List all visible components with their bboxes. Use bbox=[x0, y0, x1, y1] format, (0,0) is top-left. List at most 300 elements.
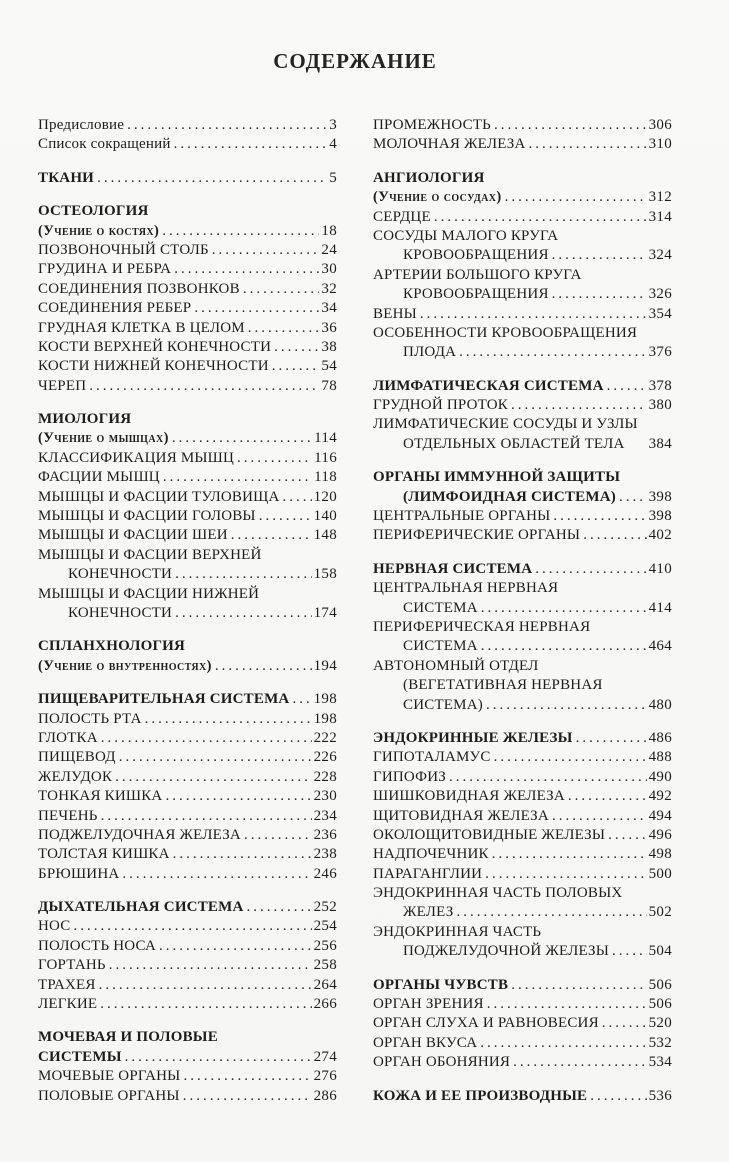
toc-entry bbox=[373, 507, 672, 526]
toc-entry bbox=[38, 865, 337, 884]
entry-label: ТОНКАЯ КИШКА bbox=[38, 788, 163, 805]
dot-leader bbox=[494, 116, 647, 135]
toc-entry bbox=[373, 135, 672, 154]
toc-entry-continuation bbox=[373, 923, 672, 942]
page-number: 30 bbox=[321, 261, 337, 278]
toc-entry bbox=[38, 1067, 337, 1086]
page-number: 120 bbox=[313, 488, 337, 505]
entry-label: ЦЕНТРАЛЬНЫЕ ОРГАНЫ bbox=[373, 508, 551, 525]
dot-leader bbox=[174, 260, 319, 279]
entry-label: СПЛАНХНОЛОГИЯ bbox=[38, 638, 186, 655]
entry-label: ОСОБЕННОСТИ КРОВООБРАЩЕНИЯ bbox=[373, 324, 638, 341]
dot-leader bbox=[492, 845, 647, 864]
dot-leader bbox=[122, 865, 311, 884]
toc-entry bbox=[38, 845, 337, 864]
dot-leader bbox=[456, 903, 646, 922]
toc-columns bbox=[38, 116, 672, 1106]
entry-label: СИСТЕМА) bbox=[403, 696, 483, 713]
page-number: 252 bbox=[313, 899, 337, 916]
entry-label: (Учение о сосудах) bbox=[373, 189, 502, 206]
entry-label: МЫШЦЫ И ФАСЦИИ ТУЛОВИЩА bbox=[38, 488, 280, 505]
page-number: 38 bbox=[321, 338, 337, 355]
page-number: 236 bbox=[313, 826, 337, 843]
page-number: 198 bbox=[313, 691, 337, 708]
entry-label: СЕРДЦЕ bbox=[373, 208, 431, 225]
entry-label: ПЛОДА bbox=[403, 344, 457, 361]
page-number: 496 bbox=[648, 826, 672, 843]
toc-entry bbox=[38, 565, 337, 584]
entry-label: ЧЕРЕП bbox=[38, 377, 87, 394]
section-gap bbox=[38, 1014, 337, 1028]
entry-label: (Учение о внутренностях) bbox=[38, 657, 212, 674]
dot-leader bbox=[272, 357, 320, 376]
entry-label: НОС bbox=[38, 918, 71, 935]
entry-label: ВЕНЫ bbox=[373, 305, 417, 322]
page-number: 464 bbox=[648, 638, 672, 655]
toc-entry-continuation bbox=[373, 579, 672, 598]
toc-entry bbox=[373, 826, 672, 845]
entry-label: АРТЕРИИ БОЛЬШОГО КРУГА bbox=[373, 266, 582, 283]
page-number: 24 bbox=[321, 241, 337, 258]
entry-label: (ВЕГЕТАТИВНАЯ НЕРВНАЯ bbox=[403, 677, 603, 694]
toc-entry-continuation bbox=[373, 227, 672, 246]
toc-entry bbox=[38, 280, 337, 299]
entry-label: МЫШЦЫ И ФАСЦИИ ШЕИ bbox=[38, 527, 228, 544]
dot-leader bbox=[174, 135, 328, 154]
page-number: 254 bbox=[313, 918, 337, 935]
entry-label: ФАСЦИИ МЫШЦ bbox=[38, 469, 160, 486]
page-number: 520 bbox=[648, 1015, 672, 1032]
page-number: 492 bbox=[648, 788, 672, 805]
toc-section-heading bbox=[38, 1048, 337, 1067]
page-number: 486 bbox=[648, 729, 672, 746]
page-number: 274 bbox=[313, 1048, 337, 1065]
toc-entry bbox=[38, 488, 337, 507]
entry-label: ОСТЕОЛОГИЯ bbox=[38, 203, 149, 220]
dot-leader bbox=[119, 748, 312, 767]
page-number: 502 bbox=[648, 904, 672, 921]
section-gap bbox=[38, 396, 337, 410]
dot-leader bbox=[125, 1048, 312, 1067]
dot-leader bbox=[420, 305, 647, 324]
dot-leader bbox=[163, 468, 312, 487]
page-number: 256 bbox=[313, 937, 337, 954]
entry-label: ЭНДОКРИННАЯ ЧАСТЬ bbox=[373, 923, 542, 940]
dot-leader bbox=[552, 246, 647, 265]
dot-leader bbox=[101, 807, 312, 826]
entry-label: ОРГАН ВКУСА bbox=[373, 1034, 478, 1051]
section-gap bbox=[373, 1073, 672, 1087]
toc-entry bbox=[373, 343, 672, 362]
toc-subheading bbox=[373, 188, 672, 207]
dot-leader bbox=[248, 319, 320, 338]
entry-label: ПОЛОСТЬ НОСА bbox=[38, 937, 156, 954]
entry-label: ЦЕНТРАЛЬНАЯ НЕРВНАЯ bbox=[373, 580, 559, 597]
page-number: 306 bbox=[648, 117, 672, 133]
dot-leader bbox=[145, 710, 312, 729]
dot-leader bbox=[513, 1053, 646, 1072]
section-gap bbox=[373, 715, 672, 729]
dot-leader bbox=[212, 241, 320, 260]
toc-entry bbox=[38, 241, 337, 260]
toc-section-heading bbox=[38, 690, 337, 709]
page-number: 18 bbox=[321, 222, 337, 239]
dot-leader bbox=[100, 995, 311, 1014]
toc-entry bbox=[38, 299, 337, 318]
entry-label: ОРГАНЫ ИММУННОЙ ЗАЩИТЫ bbox=[373, 469, 621, 486]
dot-leader bbox=[619, 488, 647, 507]
page-number: 500 bbox=[648, 865, 672, 882]
entry-label: ЛИМФАТИЧЕСКАЯ СИСТЕМА bbox=[373, 377, 604, 394]
page-number: 490 bbox=[648, 768, 672, 785]
entry-label: ОРГАН ЗРЕНИЯ bbox=[373, 996, 484, 1013]
entry-label: (ЛИМФОИДНАЯ СИСТЕМА) bbox=[403, 488, 616, 505]
toc-entry bbox=[38, 917, 337, 936]
toc-entry bbox=[373, 845, 672, 864]
page-number: 266 bbox=[313, 996, 337, 1013]
entry-label: АВТОНОМНЫЙ ОТДЕЛ bbox=[373, 657, 539, 674]
entry-label: ШИШКОВИДНАЯ ЖЕЛЕЗА bbox=[373, 788, 565, 805]
page-number: 78 bbox=[321, 377, 337, 394]
toc-entry bbox=[373, 396, 672, 415]
dot-leader bbox=[535, 560, 646, 579]
section-gap bbox=[38, 155, 337, 169]
page-number: 54 bbox=[321, 358, 337, 375]
page-number: 498 bbox=[648, 846, 672, 863]
toc-entry-continuation bbox=[373, 676, 672, 695]
toc-entry bbox=[373, 435, 672, 454]
entry-label: ПАРАГАНГЛИИ bbox=[373, 865, 483, 882]
toc-entry bbox=[38, 729, 337, 748]
entry-label: ПИЩЕВАРИТЕЛЬНАЯ СИСТЕМА bbox=[38, 691, 290, 708]
toc-entry bbox=[373, 768, 672, 787]
entry-label: ОРГАН ОБОНЯНИЯ bbox=[373, 1054, 511, 1071]
entry-label: КЛАССИФИКАЦИЯ МЫШЦ bbox=[38, 449, 235, 466]
dot-leader bbox=[231, 526, 312, 545]
toc-subheading bbox=[38, 657, 337, 676]
entry-label: НЕРВНАЯ СИСТЕМА bbox=[373, 560, 533, 577]
entry-label: КРОВООБРАЩЕНИЯ bbox=[403, 247, 549, 264]
toc-entry-continuation bbox=[373, 266, 672, 285]
entry-label: ЭНДОКРИННАЯ ЧАСТЬ ПОЛОВЫХ bbox=[373, 885, 623, 902]
entry-label: ДЫХАТЕЛЬНАЯ СИСТЕМА bbox=[38, 899, 244, 916]
entry-label: КРОВООБРАЩЕНИЯ bbox=[403, 286, 549, 303]
page-number: 34 bbox=[321, 300, 337, 317]
dot-leader bbox=[165, 787, 311, 806]
page-number: 286 bbox=[313, 1087, 337, 1104]
toc-entry bbox=[38, 260, 337, 279]
toc-entry bbox=[38, 787, 337, 806]
page-number: 118 bbox=[314, 469, 337, 486]
entry-label: КОСТИ ВЕРХНЕЙ КОНЕЧНОСТИ bbox=[38, 338, 272, 355]
entry-label: ПОДЖЕЛУДОЧНОЙ ЖЕЛЕЗЫ bbox=[403, 943, 610, 960]
dot-leader bbox=[612, 942, 647, 961]
section-gap bbox=[38, 188, 337, 202]
page-number: 488 bbox=[648, 749, 672, 766]
dot-leader bbox=[607, 377, 647, 396]
toc-entry bbox=[38, 338, 337, 357]
page-number: 398 bbox=[648, 508, 672, 525]
page-number: 32 bbox=[321, 280, 337, 297]
toc-entry bbox=[38, 956, 337, 975]
page-number: 532 bbox=[648, 1034, 672, 1051]
page-number: 264 bbox=[313, 976, 337, 993]
entry-label: СИСТЕМА bbox=[403, 599, 478, 616]
toc-entry bbox=[373, 942, 672, 961]
dot-leader bbox=[99, 976, 312, 995]
toc-section-heading bbox=[373, 377, 672, 396]
entry-label: ЛИМФАТИЧЕСКИЕ СОСУДЫ И УЗЛЫ bbox=[373, 416, 638, 433]
entry-label: ГИПОФИЗ bbox=[373, 768, 446, 785]
section-gap bbox=[38, 676, 337, 690]
dot-leader bbox=[89, 377, 319, 396]
entry-label: ЭНДОКРИННЫЕ ЖЕЛЕЗЫ bbox=[373, 729, 573, 746]
dot-leader bbox=[283, 488, 312, 507]
toc-entry bbox=[373, 696, 672, 715]
entry-label: МЫШЦЫ И ФАСЦИИ ГОЛОВЫ bbox=[38, 508, 256, 525]
toc-column-left bbox=[38, 116, 337, 1106]
entry-label: МОЧЕВАЯ И ПОЛОВЫЕ bbox=[38, 1029, 218, 1046]
entry-label: ЖЕЛЕЗ bbox=[403, 904, 454, 921]
toc-entry-continuation bbox=[373, 415, 672, 434]
entry-label: ЛЕГКИЕ bbox=[38, 996, 98, 1013]
toc-entry-continuation bbox=[38, 546, 337, 565]
entry-label: ТКАНИ bbox=[38, 169, 95, 186]
toc-entry bbox=[373, 599, 672, 618]
entry-label: ГИПОТАЛАМУС bbox=[373, 749, 491, 766]
dot-leader bbox=[481, 599, 647, 618]
section-gap bbox=[373, 962, 672, 976]
entry-label: МЫШЦЫ И ФАСЦИИ НИЖНЕЙ bbox=[38, 585, 260, 602]
page-number: 504 bbox=[648, 943, 672, 960]
page-number: 398 bbox=[648, 488, 672, 505]
toc-entry bbox=[38, 976, 337, 995]
dot-leader bbox=[608, 826, 646, 845]
page-number: 324 bbox=[648, 247, 672, 264]
page-number: 116 bbox=[314, 449, 337, 466]
dot-leader bbox=[183, 1087, 312, 1106]
dot-leader bbox=[194, 299, 319, 318]
toc-entry bbox=[373, 246, 672, 265]
page-number: 228 bbox=[313, 768, 337, 785]
toc-subheading bbox=[38, 222, 337, 241]
page-number: 198 bbox=[313, 710, 337, 727]
dot-leader bbox=[292, 690, 311, 709]
entry-label: ПОЛОВЫЕ ОРГАНЫ bbox=[38, 1087, 180, 1104]
dot-leader bbox=[173, 845, 312, 864]
dot-leader bbox=[487, 995, 647, 1014]
toc-entry bbox=[38, 319, 337, 338]
toc-entry bbox=[38, 768, 337, 787]
toc-section-heading bbox=[373, 1087, 672, 1106]
toc-section-heading bbox=[373, 169, 672, 188]
dot-leader bbox=[449, 768, 647, 787]
toc-entry bbox=[373, 1034, 672, 1053]
toc-column-right bbox=[373, 116, 672, 1106]
toc-section-heading bbox=[373, 729, 672, 748]
entry-label: ГЛОТКА bbox=[38, 729, 98, 746]
dot-leader bbox=[505, 188, 647, 207]
toc-entry bbox=[373, 208, 672, 227]
entry-label: СОСУДЫ МАЛОГО КРУГА bbox=[373, 227, 559, 244]
toc-entry bbox=[373, 807, 672, 826]
page-number: 506 bbox=[648, 976, 672, 993]
entry-label: НАДПОЧЕЧНИК bbox=[373, 846, 489, 863]
entry-label: МОЛОЧНАЯ ЖЕЛЕЗА bbox=[373, 136, 526, 153]
dot-leader bbox=[115, 768, 311, 787]
entry-label: КОНЕЧНОСТИ bbox=[68, 604, 173, 621]
entry-label: СОЕДИНЕНИЯ ПОЗВОНКОВ bbox=[38, 280, 240, 297]
entry-label: (Учение о костях) bbox=[38, 222, 160, 239]
section-gap bbox=[38, 623, 337, 637]
toc-entry bbox=[373, 995, 672, 1014]
entry-label: ОКОЛОЩИТОВИДНЫЕ ЖЕЛЕЗЫ bbox=[373, 826, 606, 843]
toc-entry bbox=[38, 748, 337, 767]
dot-leader bbox=[553, 507, 646, 526]
page-number: 5 bbox=[329, 169, 337, 186]
toc-entry bbox=[373, 748, 672, 767]
page-number: 314 bbox=[648, 208, 672, 225]
toc-entry bbox=[38, 507, 337, 526]
page-number: 380 bbox=[648, 397, 672, 414]
section-gap bbox=[373, 155, 672, 169]
section-gap bbox=[38, 884, 337, 898]
page-number: 402 bbox=[648, 527, 672, 544]
toc-section-heading bbox=[38, 637, 337, 656]
page-number: 158 bbox=[313, 566, 337, 583]
page-number: 222 bbox=[313, 729, 337, 746]
entry-label: ГРУДИНА И РЕБРА bbox=[38, 261, 172, 278]
page-number: 378 bbox=[648, 377, 672, 394]
page-number: 174 bbox=[313, 604, 337, 621]
entry-label: ПОДЖЕЛУДОЧНАЯ ЖЕЛЕЗА bbox=[38, 826, 241, 843]
toc-entry bbox=[38, 937, 337, 956]
page-number: 414 bbox=[648, 599, 672, 616]
toc-entry bbox=[373, 903, 672, 922]
entry-label: ПРОМЕЖНОСТЬ bbox=[373, 117, 491, 133]
entry-label: КОСТИ НИЖНЕЙ КОНЕЧНОСТИ bbox=[38, 358, 269, 375]
toc-section-heading bbox=[38, 1028, 337, 1047]
entry-label: (Учение о мышцах) bbox=[38, 430, 169, 447]
page-number: 384 bbox=[648, 435, 672, 452]
page-number: 534 bbox=[648, 1054, 672, 1071]
entry-label: ГРУДНАЯ КЛЕТКА В ЦЕЛОМ bbox=[38, 319, 245, 336]
section-gap bbox=[373, 454, 672, 468]
dot-leader bbox=[259, 507, 312, 526]
section-gap bbox=[373, 363, 672, 377]
dot-leader bbox=[97, 169, 327, 188]
toc-section-heading bbox=[373, 488, 672, 507]
page-number: 234 bbox=[313, 807, 337, 824]
page-number: 354 bbox=[648, 305, 672, 322]
toc-entry bbox=[373, 526, 672, 545]
entry-label: ЖЕЛУДОК bbox=[38, 768, 113, 785]
entry-label: ГОРТАНЬ bbox=[38, 957, 106, 974]
dot-leader bbox=[511, 396, 647, 415]
toc-entry bbox=[373, 865, 672, 884]
dot-leader bbox=[583, 526, 646, 545]
page-number: 326 bbox=[648, 286, 672, 303]
dot-leader bbox=[481, 637, 647, 656]
toc-entry bbox=[38, 449, 337, 468]
dot-leader bbox=[172, 429, 312, 448]
dot-leader bbox=[494, 748, 647, 767]
page-number: 536 bbox=[648, 1087, 672, 1104]
dot-leader bbox=[590, 1087, 646, 1106]
dot-leader bbox=[568, 787, 647, 806]
dot-leader bbox=[183, 1067, 311, 1086]
toc-entry bbox=[38, 357, 337, 376]
entry-label: ПОЛОСТЬ РТА bbox=[38, 710, 142, 727]
entry-label: ПЕРИФЕРИЧЕСКИЕ ОРГАНЫ bbox=[373, 527, 581, 544]
toc-section-heading bbox=[38, 169, 337, 188]
dot-leader bbox=[243, 280, 320, 299]
entry-label: ПЕЧЕНЬ bbox=[38, 807, 98, 824]
page-number: 494 bbox=[648, 807, 672, 824]
toc-entry bbox=[38, 135, 337, 154]
entry-label: ОРГАНЫ ЧУВСТВ bbox=[373, 976, 509, 993]
toc-entry bbox=[38, 377, 337, 396]
toc-entry bbox=[38, 710, 337, 729]
dot-leader bbox=[247, 898, 312, 917]
toc-entry bbox=[373, 1053, 672, 1072]
dot-leader bbox=[175, 565, 312, 584]
page-number: 4 bbox=[329, 136, 337, 153]
page-number: 36 bbox=[321, 319, 337, 336]
dot-leader bbox=[485, 865, 646, 884]
toc-entry bbox=[38, 526, 337, 545]
dot-leader bbox=[244, 826, 312, 845]
page-number: 480 bbox=[648, 696, 672, 713]
page-number: 230 bbox=[313, 788, 337, 805]
dot-leader bbox=[127, 116, 327, 135]
entry-label: СОЕДИНЕНИЯ РЕБЕР bbox=[38, 300, 192, 317]
page-number: 376 bbox=[648, 344, 672, 361]
toc-entry bbox=[373, 285, 672, 304]
dot-leader bbox=[552, 285, 647, 304]
dot-leader bbox=[511, 976, 646, 995]
toc-entry bbox=[38, 116, 337, 135]
dot-leader bbox=[274, 338, 319, 357]
entry-label: СИСТЕМЫ bbox=[38, 1048, 122, 1065]
dot-leader bbox=[602, 1014, 647, 1033]
toc-entry bbox=[38, 468, 337, 487]
entry-label: ТОЛСТАЯ КИШКА bbox=[38, 846, 170, 863]
dot-leader bbox=[175, 604, 312, 623]
page-number: 258 bbox=[313, 957, 337, 974]
toc-section-heading bbox=[38, 202, 337, 221]
page-number: 506 bbox=[648, 996, 672, 1013]
toc-section-heading bbox=[373, 468, 672, 487]
toc-entry-continuation bbox=[38, 585, 337, 604]
toc-section-heading bbox=[38, 410, 337, 429]
toc-entry bbox=[373, 637, 672, 656]
page-number: 312 bbox=[648, 189, 672, 206]
toc-section-heading bbox=[373, 976, 672, 995]
page-number: 140 bbox=[313, 508, 337, 525]
page-title: СОДЕРЖАНИЕ bbox=[273, 49, 437, 73]
entry-label: АНГИОЛОГИЯ bbox=[373, 169, 485, 186]
dot-leader bbox=[459, 343, 646, 362]
entry-label: МОЧЕВЫЕ ОРГАНЫ bbox=[38, 1068, 181, 1085]
section-gap bbox=[373, 546, 672, 560]
dot-leader bbox=[434, 208, 647, 227]
entry-label: ПОЗВОНОЧНЫЙ СТОЛБ bbox=[38, 241, 209, 258]
toc-entry-continuation bbox=[373, 618, 672, 637]
toc-entry-continuation bbox=[373, 324, 672, 343]
entry-label: ПИЩЕВОД bbox=[38, 749, 116, 766]
entry-label: Предисловие bbox=[38, 117, 125, 133]
